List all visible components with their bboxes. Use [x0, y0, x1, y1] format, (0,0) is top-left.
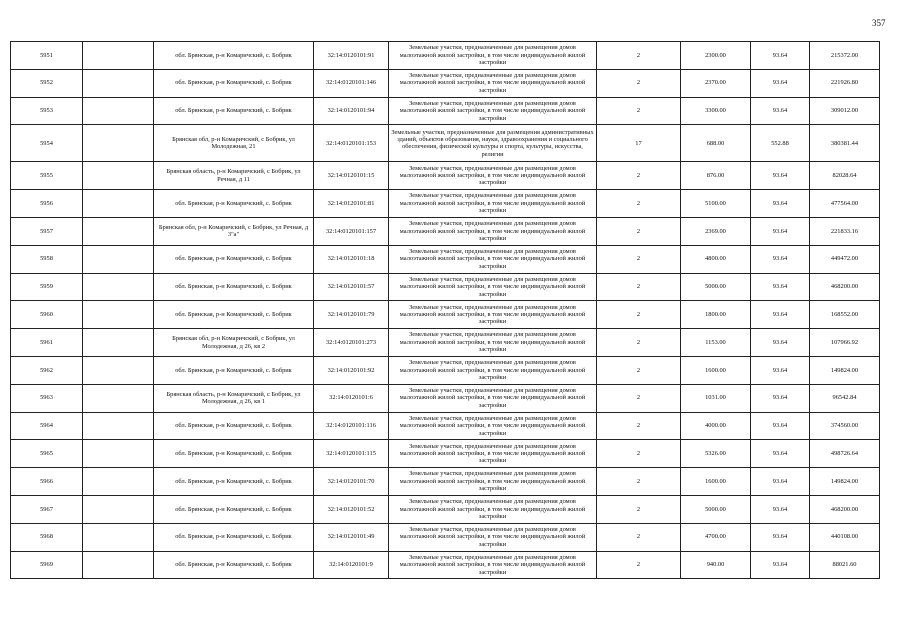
address-cell: обл. Брянская, р-н Комаричский, с. Бобрик — [154, 97, 314, 125]
row-number-cell: 5959 — [11, 273, 83, 301]
area-cell: 1031.00 — [681, 384, 751, 412]
row-number-cell: 5968 — [11, 523, 83, 551]
row-number-cell: 5961 — [11, 329, 83, 357]
row-number-cell: 5957 — [11, 217, 83, 245]
cadastral-number-cell: 32:14:0120101:273 — [314, 329, 389, 357]
land-use-cell: Земельные участки, предназначенные для размещения домов малоэтажной жилой застройки, в том числе индивидуальной жилой застройки — [389, 301, 597, 329]
address-cell: обл. Брянская, р-н Комаричский, с. Бобрик — [154, 551, 314, 579]
table-row — [11, 551, 880, 579]
use-group-cell: 2 — [597, 329, 681, 357]
cadastral-number-cell: 32:14:0120101:116 — [314, 412, 389, 440]
row-number-cell: 5960 — [11, 301, 83, 329]
spacer-cell — [83, 97, 154, 125]
address-cell: обл. Брянская, р-н Комаричский, с. Бобрик — [154, 69, 314, 97]
land-use-cell: Земельные участки, предназначенные для размещения домов малоэтажной жилой застройки, в том числе индивидуальной жилой застройки — [389, 273, 597, 301]
cadastral-value-cell: 96542.84 — [810, 384, 880, 412]
row-number-cell: 5955 — [11, 162, 83, 190]
page-number: 357 — [872, 18, 886, 28]
spacer-cell — [83, 468, 154, 496]
land-use-cell: Земельные участки, предназначенные для размещения домов малоэтажной жилой застройки, в том числе индивидуальной жилой застройки — [389, 384, 597, 412]
row-number-cell: 5951 — [11, 42, 83, 70]
address-cell: обл. Брянская, р-н Комаричский, с. Бобрик — [154, 301, 314, 329]
cadastral-number-cell: 32:14:0120101:153 — [314, 125, 389, 162]
cadastral-number-cell: 32:14:0120101:6 — [314, 384, 389, 412]
address-cell: Брянская обл, р-н Комаричский, с Бобрик, ул Молодежная, д 26, кв 2 — [154, 329, 314, 357]
specific-value-cell: 93.64 — [751, 384, 810, 412]
address-cell: обл. Брянская, р-н Комаричский, с. Бобрик — [154, 273, 314, 301]
row-number-cell: 5956 — [11, 190, 83, 218]
table-row — [11, 162, 880, 190]
spacer-cell — [83, 69, 154, 97]
cadastral-number-cell: 32:14:0120101:9 — [314, 551, 389, 579]
spacer-cell — [83, 329, 154, 357]
specific-value-cell: 93.64 — [751, 217, 810, 245]
land-use-cell: Земельные участки, предназначенные для размещения домов малоэтажной жилой застройки, в том числе индивидуальной жилой застройки — [389, 523, 597, 551]
table-row — [11, 97, 880, 125]
specific-value-cell: 93.64 — [751, 190, 810, 218]
table-row — [11, 125, 880, 162]
area-cell: 2370.00 — [681, 69, 751, 97]
cadastral-value-cell: 149824.00 — [810, 356, 880, 384]
cadastral-value-cell: 82028.64 — [810, 162, 880, 190]
use-group-cell: 17 — [597, 125, 681, 162]
row-number-cell: 5962 — [11, 356, 83, 384]
address-cell: обл. Брянская, р-н Комаричский, с. Бобрик — [154, 356, 314, 384]
cadastral-value-cell: 498726.64 — [810, 440, 880, 468]
specific-value-cell: 93.64 — [751, 523, 810, 551]
table-row — [11, 245, 880, 273]
specific-value-cell: 93.64 — [751, 273, 810, 301]
cadastral-number-cell: 32:14:0120101:94 — [314, 97, 389, 125]
cadastral-value-cell: 468200.00 — [810, 273, 880, 301]
cadastral-value-cell: 88021.60 — [810, 551, 880, 579]
specific-value-cell: 93.64 — [751, 245, 810, 273]
address-cell: обл. Брянская, р-н Комаричский, с. Бобрик — [154, 523, 314, 551]
specific-value-cell: 93.64 — [751, 412, 810, 440]
table-row — [11, 523, 880, 551]
area-cell: 4000.00 — [681, 412, 751, 440]
table-row — [11, 495, 880, 523]
spacer-cell — [83, 42, 154, 70]
specific-value-cell: 93.64 — [751, 42, 810, 70]
cadastral-value-cell: 380381.44 — [810, 125, 880, 162]
row-number-cell: 5954 — [11, 125, 83, 162]
table-row — [11, 217, 880, 245]
area-cell: 2369.00 — [681, 217, 751, 245]
row-number-cell: 5953 — [11, 97, 83, 125]
use-group-cell: 2 — [597, 495, 681, 523]
address-cell: Брянская обл, р-н Комаричский, с Бобрик, ул Речная, д 3"а" — [154, 217, 314, 245]
area-cell: 2300.00 — [681, 42, 751, 70]
area-cell: 4800.00 — [681, 245, 751, 273]
use-group-cell: 2 — [597, 190, 681, 218]
cadastral-value-cell: 221833.16 — [810, 217, 880, 245]
use-group-cell: 2 — [597, 384, 681, 412]
use-group-cell: 2 — [597, 301, 681, 329]
cadastral-value-cell: 374560.00 — [810, 412, 880, 440]
cadastral-number-cell: 32:14:0120101:157 — [314, 217, 389, 245]
cadastral-value-cell: 168552.00 — [810, 301, 880, 329]
spacer-cell — [83, 495, 154, 523]
cadastral-number-cell: 32:14:0120101:92 — [314, 356, 389, 384]
land-use-cell: Земельные участки, предназначенные для размещения домов малоэтажной жилой застройки, в том числе индивидуальной жилой застройки — [389, 69, 597, 97]
use-group-cell: 2 — [597, 42, 681, 70]
area-cell: 5326.00 — [681, 440, 751, 468]
address-cell: обл. Брянская, р-н Комаричский, с. Бобрик — [154, 412, 314, 440]
address-cell: Брянская область, р-н Комаричский, с Бобрик, ул Молодежная, д 26, кв 1 — [154, 384, 314, 412]
area-cell: 1600.00 — [681, 356, 751, 384]
address-cell: обл. Брянская, р-н Комаричский, с. Бобрик — [154, 190, 314, 218]
specific-value-cell: 93.64 — [751, 329, 810, 357]
area-cell: 5000.00 — [681, 495, 751, 523]
address-cell: обл. Брянская, р-н Комаричский, с. Бобрик — [154, 42, 314, 70]
row-number-cell: 5958 — [11, 245, 83, 273]
land-use-cell: Земельные участки, предназначенные для размещения домов малоэтажной жилой застройки, в том числе индивидуальной жилой застройки — [389, 495, 597, 523]
land-use-cell: Земельные участки, предназначенные для размещения домов малоэтажной жилой застройки, в том числе индивидуальной жилой застройки — [389, 42, 597, 70]
land-use-cell: Земельные участки, предназначенные для размещения домов малоэтажной жилой застройки, в том числе индивидуальной жилой застройки — [389, 412, 597, 440]
specific-value-cell: 93.64 — [751, 440, 810, 468]
cadastral-number-cell: 32:14:0120101:115 — [314, 440, 389, 468]
cadastral-value-cell: 468200.00 — [810, 495, 880, 523]
use-group-cell: 2 — [597, 468, 681, 496]
use-group-cell: 2 — [597, 412, 681, 440]
use-group-cell: 2 — [597, 273, 681, 301]
land-use-cell: Земельные участки, предназначенные для размещения домов малоэтажной жилой застройки, в том числе индивидуальной жилой застройки — [389, 190, 597, 218]
land-use-cell: Земельные участки, предназначенные для размещения домов малоэтажной жилой застройки, в том числе индивидуальной жилой застройки — [389, 97, 597, 125]
row-number-cell: 5966 — [11, 468, 83, 496]
address-cell: Брянская область, р-н Комаричский, с Бобрик, ул Речная, д 11 — [154, 162, 314, 190]
cadastral-value-cell: 309012.00 — [810, 97, 880, 125]
land-use-cell: Земельные участки, предназначенные для размещения домов малоэтажной жилой застройки, в том числе индивидуальной жилой застройки — [389, 162, 597, 190]
row-number-cell: 5952 — [11, 69, 83, 97]
use-group-cell: 2 — [597, 69, 681, 97]
use-group-cell: 2 — [597, 551, 681, 579]
spacer-cell — [83, 551, 154, 579]
use-group-cell: 2 — [597, 440, 681, 468]
address-cell: обл. Брянская, р-н Комаричский, с. Бобрик — [154, 495, 314, 523]
area-cell: 5000.00 — [681, 273, 751, 301]
row-number-cell: 5963 — [11, 384, 83, 412]
cadastral-value-cell: 449472.00 — [810, 245, 880, 273]
cadastral-number-cell: 32:14:0120101:18 — [314, 245, 389, 273]
land-use-cell: Земельные участки, предназначенные для размещения домов малоэтажной жилой застройки, в том числе индивидуальной жилой застройки — [389, 468, 597, 496]
use-group-cell: 2 — [597, 245, 681, 273]
specific-value-cell: 93.64 — [751, 495, 810, 523]
land-registry-table — [10, 41, 880, 579]
cadastral-value-cell: 477564.00 — [810, 190, 880, 218]
land-use-cell: Земельные участки, предназначенные для размещения домов малоэтажной жилой застройки, в том числе индивидуальной жилой застройки — [389, 329, 597, 357]
address-cell: Брянская обл, р-н Комаричский, с Бобрик, ул Молодежная, 21 — [154, 125, 314, 162]
row-number-cell: 5969 — [11, 551, 83, 579]
area-cell: 4700.00 — [681, 523, 751, 551]
land-use-cell: Земельные участки, предназначенные для размещения домов малоэтажной жилой застройки, в том числе индивидуальной жилой застройки — [389, 440, 597, 468]
area-cell: 5100.00 — [681, 190, 751, 218]
cadastral-number-cell: 32:14:0120101:49 — [314, 523, 389, 551]
spacer-cell — [83, 217, 154, 245]
cadastral-number-cell: 32:14:0120101:81 — [314, 190, 389, 218]
cadastral-number-cell: 32:14:0120101:15 — [314, 162, 389, 190]
use-group-cell: 2 — [597, 97, 681, 125]
cadastral-number-cell: 32:14:0120101:79 — [314, 301, 389, 329]
table-row — [11, 356, 880, 384]
cadastral-value-cell: 107966.92 — [810, 329, 880, 357]
table-row — [11, 69, 880, 97]
area-cell: 3300.00 — [681, 97, 751, 125]
land-use-cell: Земельные участки, предназначенные для размещения домов малоэтажной жилой застройки, в том числе индивидуальной жилой застройки — [389, 217, 597, 245]
address-cell: обл. Брянская, р-н Комаричский, с. Бобрик — [154, 440, 314, 468]
land-use-cell: Земельные участки, предназначенные для размещения домов малоэтажной жилой застройки, в том числе индивидуальной жилой застройки — [389, 551, 597, 579]
table-body — [11, 42, 880, 579]
spacer-cell — [83, 162, 154, 190]
specific-value-cell: 93.64 — [751, 69, 810, 97]
specific-value-cell: 93.64 — [751, 97, 810, 125]
cadastral-value-cell: 440108.00 — [810, 523, 880, 551]
row-number-cell: 5965 — [11, 440, 83, 468]
area-cell: 940.00 — [681, 551, 751, 579]
row-number-cell: 5964 — [11, 412, 83, 440]
spacer-cell — [83, 412, 154, 440]
cadastral-number-cell: 32:14:0120101:91 — [314, 42, 389, 70]
spacer-cell — [83, 190, 154, 218]
spacer-cell — [83, 440, 154, 468]
use-group-cell: 2 — [597, 356, 681, 384]
cadastral-value-cell: 221926.80 — [810, 69, 880, 97]
cadastral-number-cell: 32:14:0120101:52 — [314, 495, 389, 523]
table-row — [11, 190, 880, 218]
spacer-cell — [83, 273, 154, 301]
spacer-cell — [83, 125, 154, 162]
table-row — [11, 440, 880, 468]
spacer-cell — [83, 245, 154, 273]
cadastral-number-cell: 32:14:0120101:146 — [314, 69, 389, 97]
cadastral-number-cell: 32:14:0120101:57 — [314, 273, 389, 301]
specific-value-cell: 93.64 — [751, 468, 810, 496]
table-row — [11, 329, 880, 357]
specific-value-cell: 93.64 — [751, 301, 810, 329]
area-cell: 876.00 — [681, 162, 751, 190]
table-row — [11, 42, 880, 70]
use-group-cell: 2 — [597, 217, 681, 245]
land-use-cell: Земельные участки, предназначенные для размещения домов малоэтажной жилой застройки, в том числе индивидуальной жилой застройки — [389, 245, 597, 273]
table-row — [11, 384, 880, 412]
spacer-cell — [83, 523, 154, 551]
table-row — [11, 301, 880, 329]
use-group-cell: 2 — [597, 162, 681, 190]
area-cell: 688.00 — [681, 125, 751, 162]
cadastral-number-cell: 32:14:0120101:70 — [314, 468, 389, 496]
table-row — [11, 468, 880, 496]
spacer-cell — [83, 356, 154, 384]
table-row — [11, 412, 880, 440]
area-cell: 1800.00 — [681, 301, 751, 329]
spacer-cell — [83, 384, 154, 412]
cadastral-value-cell: 215372.00 — [810, 42, 880, 70]
specific-value-cell: 552.88 — [751, 125, 810, 162]
cadastral-value-cell: 149824.00 — [810, 468, 880, 496]
area-cell: 1153.00 — [681, 329, 751, 357]
table-row — [11, 273, 880, 301]
use-group-cell: 2 — [597, 523, 681, 551]
area-cell: 1600.00 — [681, 468, 751, 496]
row-number-cell: 5967 — [11, 495, 83, 523]
specific-value-cell: 93.64 — [751, 162, 810, 190]
specific-value-cell: 93.64 — [751, 356, 810, 384]
specific-value-cell: 93.64 — [751, 551, 810, 579]
address-cell: обл. Брянская, р-н Комаричский, с. Бобрик — [154, 245, 314, 273]
land-use-cell: Земельные участки, предназначенные для размещения административных зданий, объектов образования, науки, здравоохранения и социального обеспечения, физической культуры и спорта, культуры, искусства, религии — [389, 125, 597, 162]
spacer-cell — [83, 301, 154, 329]
land-use-cell: Земельные участки, предназначенные для размещения домов малоэтажной жилой застройки, в том числе индивидуальной жилой застройки — [389, 356, 597, 384]
address-cell: обл. Брянская, р-н Комаричский, с. Бобрик — [154, 468, 314, 496]
